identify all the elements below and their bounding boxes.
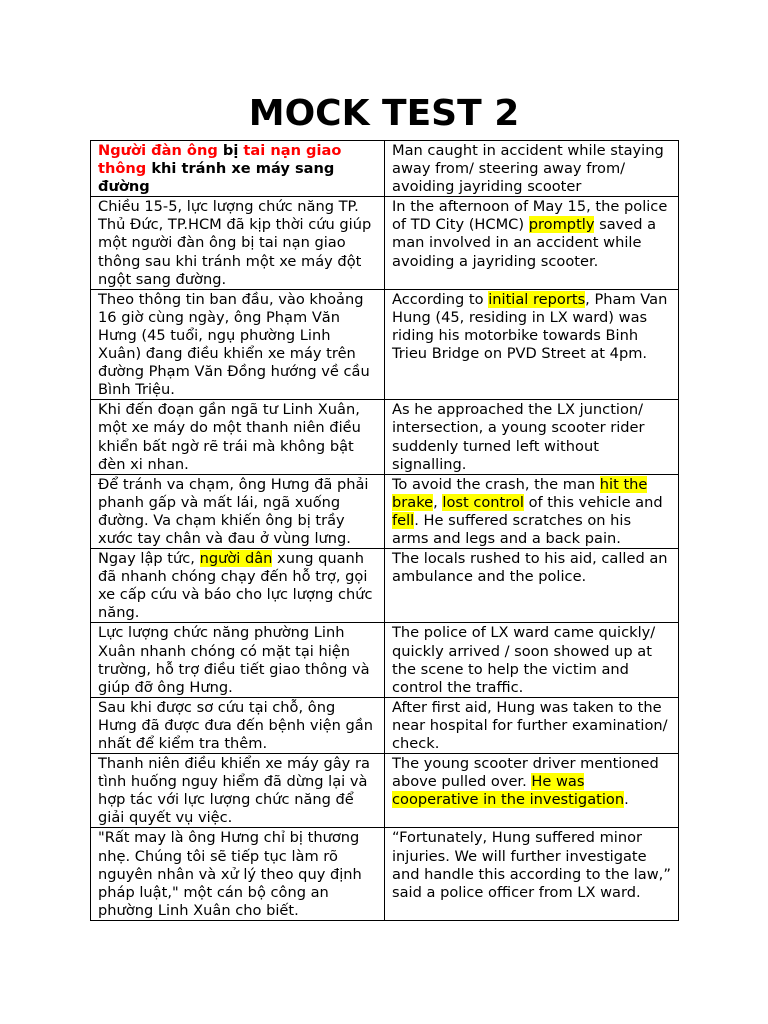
- vi-text: Ngay lập tức,: [98, 550, 200, 568]
- vi-cell: "Rất may là ông Hưng chỉ bị thương nhẹ. Chúng tôi sẽ tiếp tục làm rõ nguyên nhân và xử lý theo quy định pháp luật," một cán bộ công an phường Linh Xuân cho biết.: [91, 828, 385, 920]
- table-row: [91, 474, 679, 548]
- vi-cell: Theo thông tin ban đầu, vào khoảng 16 giờ cùng ngày, ông Phạm Văn Hưng (45 tuổi, ngụ phường Linh Xuân) đang điều khiển xe máy trên đường Phạm Văn Đồng hướng về cầu Bình Triệu.: [91, 289, 385, 400]
- vi-cell: Sau khi được sơ cứu tại chỗ, ông Hưng đã được đưa đến bệnh viện gần nhất để kiểm tra thêm.: [91, 697, 385, 753]
- table-row: [91, 697, 679, 753]
- table-row: [91, 289, 679, 400]
- en-cell: [385, 289, 679, 400]
- en-text: .: [624, 791, 629, 809]
- header-vi-cell: [91, 141, 385, 197]
- header-vi-red-1: Người đàn ông: [98, 142, 218, 159]
- vi-cell: Để tránh va chạm, ông Hưng đã phải phanh gấp và mất lái, ngã xuống đường. Va chạm khiến ông bị trầy xước tay chân và đau ở vùng lưng.: [91, 474, 385, 548]
- en-text: To avoid the crash, the man: [392, 475, 600, 493]
- en-cell: “Fortunately, Hung suffered minor injuries. We will further investigate and handle this according to the law,” said a police officer from LX ward.: [385, 828, 679, 920]
- en-highlight: He was cooperative in the investigation: [392, 773, 625, 809]
- en-text: The young scooter driver mentioned above pulled over.: [392, 755, 659, 791]
- en-text: According to: [392, 290, 489, 308]
- en-cell: As he approached the LX junction/ intersection, a young scooter rider suddenly turned left without signalling.: [385, 400, 679, 474]
- header-vi-red-2: tai nạn giao thông: [98, 142, 342, 178]
- vi-cell: Khi đến đoạn gần ngã tư Linh Xuân, một xe máy do một thanh niên điều khiển bất ngờ rẽ trái mà không bật đèn xi nhan.: [91, 400, 385, 474]
- header-vi-black-1: bị: [217, 142, 244, 159]
- en-cell: After first aid, Hung was taken to the near hospital for further examination/ check.: [385, 697, 679, 753]
- en-cell: [385, 197, 679, 289]
- en-text: . He suffered scratches on his arms and legs and a back pain.: [392, 511, 632, 547]
- en-text: , Pham Van Hung (45, residing in LX ward) was riding his motorbike towards Binh Trieu Bridge on PVD Street at 4pm.: [392, 290, 668, 363]
- en-text: saved a man involved in an accident while avoiding a jayriding scooter.: [392, 216, 657, 270]
- table-row: [91, 197, 679, 289]
- en-text: ,: [433, 493, 443, 511]
- en-cell: [385, 754, 679, 828]
- vi-cell: Lực lượng chức năng phường Linh Xuân nhanh chóng có mặt tại hiện trường, hỗ trợ điều tiết giao thông và giúp đỡ ông Hưng.: [91, 623, 385, 697]
- translation-table: [90, 140, 679, 921]
- en-cell: [385, 474, 679, 548]
- page-title: MOCK TEST 2: [248, 93, 520, 134]
- table-row: [91, 754, 679, 828]
- en-highlight: promptly: [528, 216, 595, 234]
- en-highlight: hit the brake: [392, 475, 648, 511]
- table-row: [91, 400, 679, 474]
- vi-highlight: người dân: [199, 550, 273, 568]
- table-row: [91, 623, 679, 697]
- table-header-row: [91, 141, 679, 197]
- vi-cell: Thanh niên điều khiển xe máy gây ra tình huống nguy hiểm đã dừng lại và hợp tác với lực lượng chức năng để giải quyết vụ việc.: [91, 754, 385, 828]
- vi-cell: Chiều 15-5, lực lượng chức năng TP. Thủ Đức, TP.HCM đã kịp thời cứu giúp một người đàn ông bị tai nạn giao thông sau khi tránh một xe máy đột ngột sang đường.: [91, 197, 385, 289]
- table-row: [91, 828, 679, 920]
- header-vi-black-2: khi tránh xe máy sang đường: [98, 160, 335, 196]
- table-row: [91, 549, 679, 623]
- vi-text: xung quanh đã nhanh chóng chạy đến hỗ trợ, gọi xe cấp cứu và báo cho lực lượng chức năng.: [98, 550, 373, 622]
- en-highlight: fell: [392, 511, 415, 529]
- vi-cell: [91, 549, 385, 623]
- en-highlight: lost control: [442, 493, 524, 511]
- en-text: of this vehicle and: [523, 493, 663, 511]
- en-cell: The locals rushed to his aid, called an ambulance and the police.: [385, 549, 679, 623]
- en-highlight: initial reports: [488, 290, 586, 308]
- header-en-cell: Man caught in accident while staying away from/ steering away from/ avoiding jayriding scooter: [385, 141, 679, 197]
- en-text: In the afternoon of May 15, the police of TD City (HCMC): [392, 198, 668, 234]
- en-cell: The police of LX ward came quickly/ quickly arrived / soon showed up at the scene to help the victim and control the traffic.: [385, 623, 679, 697]
